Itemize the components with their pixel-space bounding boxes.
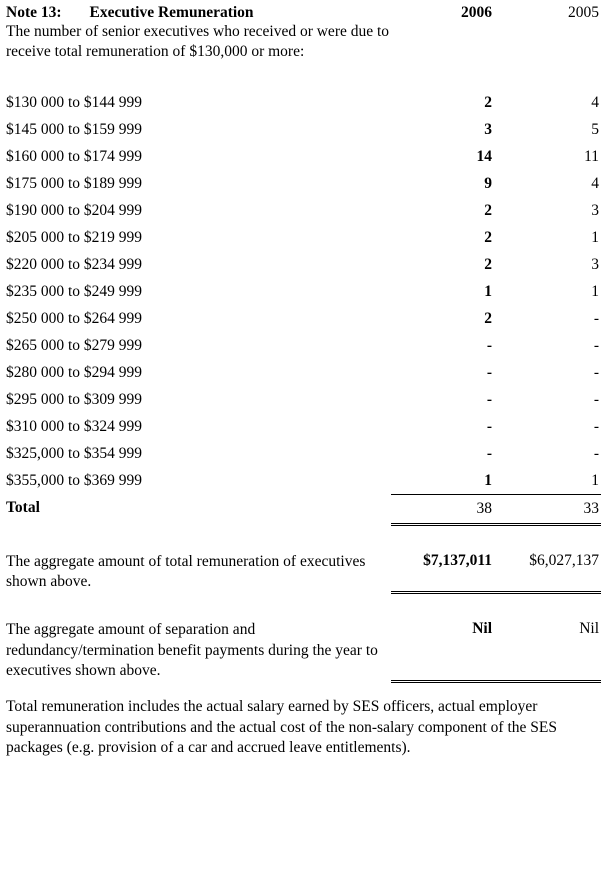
band-value-2006: 1: [391, 467, 496, 495]
band-value-2005: 4: [591, 174, 599, 192]
separation-payments-label: The aggregate amount of separation and redundancy/termination benefit payments during the year to executives shown above.: [6, 621, 378, 680]
total-row: [6, 494, 601, 524]
band-value-2005: 3: [591, 201, 599, 219]
table-row: [6, 251, 601, 278]
table-row: [6, 116, 601, 143]
table-row: [6, 413, 601, 440]
table-row: [6, 89, 601, 116]
band-label: $130 000 to $144 999: [6, 93, 143, 111]
aggregate-remuneration-row: [6, 552, 601, 593]
total-value-2005: 33: [496, 494, 601, 524]
table-row: [6, 332, 601, 359]
band-label: $280 000 to $294 999: [6, 363, 143, 381]
table-row: [6, 440, 601, 467]
separation-payments-2005: Nil: [496, 620, 601, 681]
band-value-2006: 2: [484, 201, 492, 219]
band-value-2006: 1: [484, 282, 492, 300]
band-label: $175 000 to $189 999: [6, 174, 143, 192]
band-label: $355,000 to $369 999: [6, 471, 143, 489]
table-row: [6, 386, 601, 413]
spacer: [6, 73, 601, 89]
band-value-2005: 3: [591, 255, 599, 273]
band-value-2006: 9: [484, 174, 492, 192]
band-value-2006: 2: [484, 309, 492, 327]
band-value-2006: 3: [484, 120, 492, 138]
band-label: $325,000 to $354 999: [6, 444, 143, 462]
total-label: Total: [6, 499, 40, 517]
intro-row: [6, 22, 601, 73]
band-value-2005: 5: [591, 120, 599, 138]
band-label: $145 000 to $159 999: [6, 120, 143, 138]
band-label: $235 000 to $249 999: [6, 282, 143, 300]
band-value-2006: 14: [476, 147, 492, 165]
table-row: [6, 278, 601, 305]
band-value-2006: 2: [484, 255, 492, 273]
band-value-2006: -: [486, 336, 492, 354]
band-value-2005: -: [593, 390, 599, 408]
band-value-2005: 1: [591, 228, 599, 246]
table-header-row: [6, 4, 601, 22]
band-value-2006: 2: [484, 93, 492, 111]
band-value-2005: -: [593, 417, 599, 435]
note-label: Note 13:: [6, 4, 62, 21]
table-row: [6, 170, 601, 197]
column-header-2005: 2005: [568, 4, 599, 21]
band-value-2005: -: [593, 336, 599, 354]
band-value-2006: -: [486, 417, 492, 435]
table-row: [6, 224, 601, 251]
band-label: $295 000 to $309 999: [6, 390, 143, 408]
band-label: $265 000 to $279 999: [6, 336, 143, 354]
aggregate-remuneration-2006: $7,137,011: [391, 552, 496, 593]
band-value-2005: 11: [584, 147, 599, 165]
band-value-2005: 1: [591, 282, 599, 300]
table-row: [6, 197, 601, 224]
band-value-2005: -: [593, 444, 599, 462]
aggregate-remuneration-2005: $6,027,137: [496, 552, 601, 593]
table-row: [6, 359, 601, 386]
band-value-2005: -: [593, 363, 599, 381]
spacer: [6, 524, 601, 552]
band-label: $160 000 to $174 999: [6, 147, 143, 165]
band-value-2005: 4: [591, 93, 599, 111]
note-heading-cell: [6, 4, 391, 22]
page-title: Executive Remuneration: [89, 4, 254, 21]
column-header-2006: 2006: [461, 4, 492, 21]
band-label: $310 000 to $324 999: [6, 417, 143, 435]
band-value-2006: -: [486, 390, 492, 408]
band-label: $220 000 to $234 999: [6, 255, 143, 273]
separation-payments-row: [6, 620, 601, 681]
spacer: [6, 593, 601, 621]
total-value-2006: 38: [391, 494, 496, 524]
aggregate-remuneration-label: The aggregate amount of total remuneration of executives shown above.: [6, 552, 366, 591]
band-label: $190 000 to $204 999: [6, 201, 143, 219]
band-label: $205 000 to $219 999: [6, 228, 143, 246]
band-value-2006: 2: [484, 228, 492, 246]
executive-remuneration-table: [6, 4, 601, 683]
band-value-2005: -: [593, 309, 599, 327]
footnote-text: Total remuneration includes the actual salary earned by SES officers, actual employer superannuation contributions and the actual cost of the non-salary component of the SES packages (e.g. provision of a car and accrued leave entitlements).: [6, 698, 557, 757]
band-value-2006: -: [486, 444, 492, 462]
separation-payments-2006: Nil: [391, 620, 496, 681]
table-row: [6, 305, 601, 332]
band-label: $250 000 to $264 999: [6, 309, 143, 327]
table-row: [6, 143, 601, 170]
table-row: [6, 467, 601, 495]
band-value-2006: -: [486, 363, 492, 381]
band-value-2005: 1: [496, 467, 601, 495]
intro-text: The number of senior executives who received or were due to receive total remuneration of $130,000 or more:: [6, 23, 390, 61]
